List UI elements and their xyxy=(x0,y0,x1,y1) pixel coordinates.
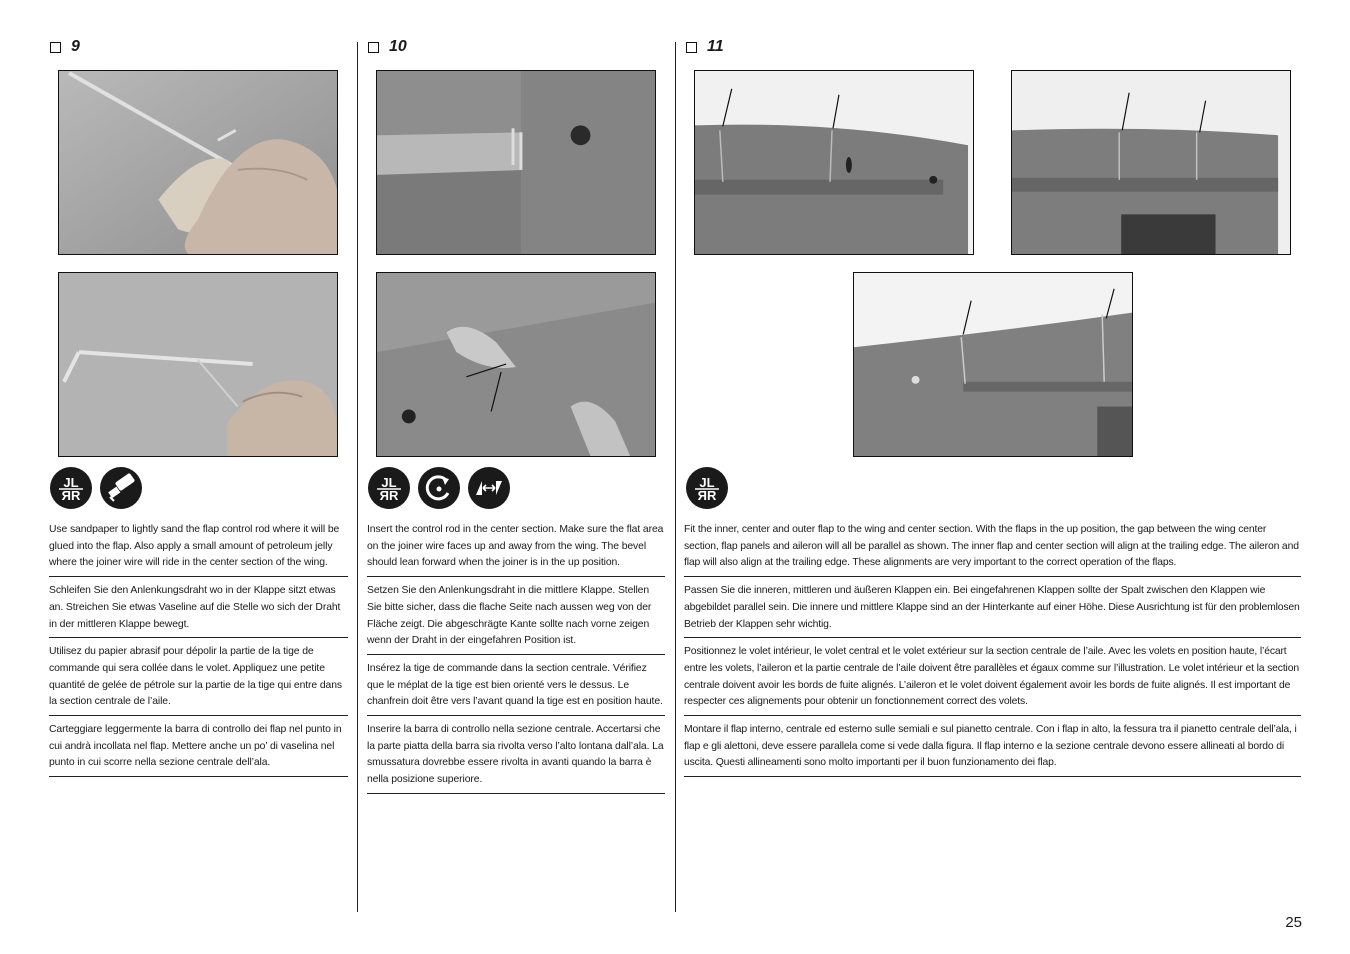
step-9-header xyxy=(50,36,80,58)
step-number: 11 xyxy=(707,38,724,55)
checkbox-icon[interactable] xyxy=(686,42,697,53)
paragraph-german: Setzen Sie den Anlenkungsdraht in die mittlere Klappe. Stellen Sie bitte sicher, dass die flache Seite nach aussen weg von der Fläche zeigt. Die abgeschrägte Kante sollte nach vorne zeigen wenn der Draht in der eingefahren Position ist. xyxy=(367,583,665,655)
checkbox-icon[interactable] xyxy=(50,42,61,53)
paragraph-italian: Carteggiare leggermente la barra di controllo dei flap nel punto in cui andrà incollata nel flap. Mettere anche un po’ di vaselina nel punto in cui scorre nella sezione centrale dell’ala. xyxy=(49,722,348,777)
paragraph-french: Insérez la tige de commande dans la section centrale. Vérifiez que le méplat de la tige est bien orienté vers le dessus. Le chanfrein doit être vers l’avant quand la tige est en position haute. xyxy=(367,661,665,716)
svg-text:JL: JL xyxy=(63,475,79,490)
photo-flaps-left xyxy=(694,70,974,255)
step-number: 10 xyxy=(389,38,407,55)
svg-text:JL: JL xyxy=(381,475,397,490)
paragraph-english: Fit the inner, center and outer flap to the wing and center section. With the flaps in the up position, the gap between the wing center section, flap panels and aileron will all be parallel as shown. The inner flap and center section will align at the trailing edge. The aileron and flap will also align at the trailing edge. These alignments are very important to the correct operation of the flaps. xyxy=(684,522,1301,577)
column-divider xyxy=(357,42,358,912)
photo-rod-sanded xyxy=(58,272,338,457)
step-11-header xyxy=(686,36,724,58)
svg-text:ЯR: ЯR xyxy=(61,488,81,503)
step-10-header xyxy=(368,36,407,58)
glue-tube-icon xyxy=(100,467,142,509)
photo-sanding-rod xyxy=(58,70,338,255)
photo-joiner-bevel xyxy=(376,272,656,457)
svg-text:ЯR: ЯR xyxy=(379,488,399,503)
paragraph-italian: Inserire la barra di controllo nella sezione centrale. Accertarsi che la parte piatta della barra sia rivolta verso l’alto lontana dall’ala. La smussatura dovrebbe essere rivolta in avanti quando la barra è nella posizione superiore. xyxy=(367,722,665,794)
paragraph-english: Insert the control rod in the center section. Make sure the flat area on the joiner wire faces up and away from the wing. The bevel should lean forward when the joiner is in the up position. xyxy=(367,522,665,577)
paragraph-english: Use sandpaper to lightly sand the flap control rod where it will be glued into the flap. Also apply a small amount of petroleum jelly where the joiner wire will ride in the center section of the wing. xyxy=(49,522,348,577)
left-right-wing-icon xyxy=(50,467,92,509)
left-right-wing-icon xyxy=(368,467,410,509)
paragraph-german: Schleifen Sie den Anlenkungsdraht wo in der Klappe sitzt etwas an. Streichen Sie etwas Vaseline auf die Stelle wo sich der Draht in der mittleren Klappe bewegt. xyxy=(49,583,348,638)
svg-text:ЯR: ЯR xyxy=(697,488,717,503)
left-right-wing-icon xyxy=(686,467,728,509)
page-number: 25 xyxy=(1285,914,1302,931)
paragraph-german: Passen Sie die inneren, mittleren und äußeren Klappen ein. Bei eingefahrenen Klappen sollte der Spalt zwischen den Klappen wie abgebildet parallel sein. Die innere und mittlere Klappe sind an der Hinterkante auf einer Höhe. Diese Ausrichtung ist für den problemlosen Betrieb der Klappen sehr wichtig. xyxy=(684,583,1301,638)
measure-arrows-icon xyxy=(468,467,510,509)
column-divider xyxy=(675,42,676,912)
checkbox-icon[interactable] xyxy=(368,42,379,53)
photo-control-rod-inserted xyxy=(376,70,656,255)
step-11-text xyxy=(684,522,1301,783)
paragraph-french: Positionnez le volet intérieur, le volet central et le volet extérieur sur la section centrale de l’aile. Avec les volets en position haute, l’écart entre les volets, l’aileron et la partie centrale de l’aile doivent être parallèles et égaux comme sur l’illustration. Le volet intérieur et la section centrale doivent avoir les bords de fuite alignés. L’aileron et le volet doivent également avoir les bords de fuite alignés. Il est important de respecter ces alignements pour obtenir un fonctionnement correct des volets. xyxy=(684,644,1301,716)
photo-flaps-right xyxy=(1011,70,1291,255)
step-number: 9 xyxy=(71,38,80,55)
step-10-text xyxy=(367,522,665,800)
paragraph-italian: Montare il flap interno, centrale ed esterno sulle semiali e sul pianetto centrale. Con i flap in alto, la fessura tra il pianetto centrale dell’ala, i flap e gli alettoni, deve essere parallela come si vede dalla figura. Il flap interno e la sezione centrale devono essere allineati al bordo di uscita. Questi allineamenti sono molto importanti per il buon funzionamento dei flap. xyxy=(684,722,1301,777)
step-9-text xyxy=(49,522,348,783)
paragraph-french: Utilisez du papier abrasif pour dépolir la partie de la tige de commande qui sera collée dans le volet. Appliquez une petite quantité de gelée de pétrole sur la partie de la tige qui entre dans la section centrale de l’aile. xyxy=(49,644,348,716)
photo-flaps-aileron xyxy=(853,272,1133,457)
rotate-icon xyxy=(418,467,460,509)
svg-text:JL: JL xyxy=(699,475,715,490)
